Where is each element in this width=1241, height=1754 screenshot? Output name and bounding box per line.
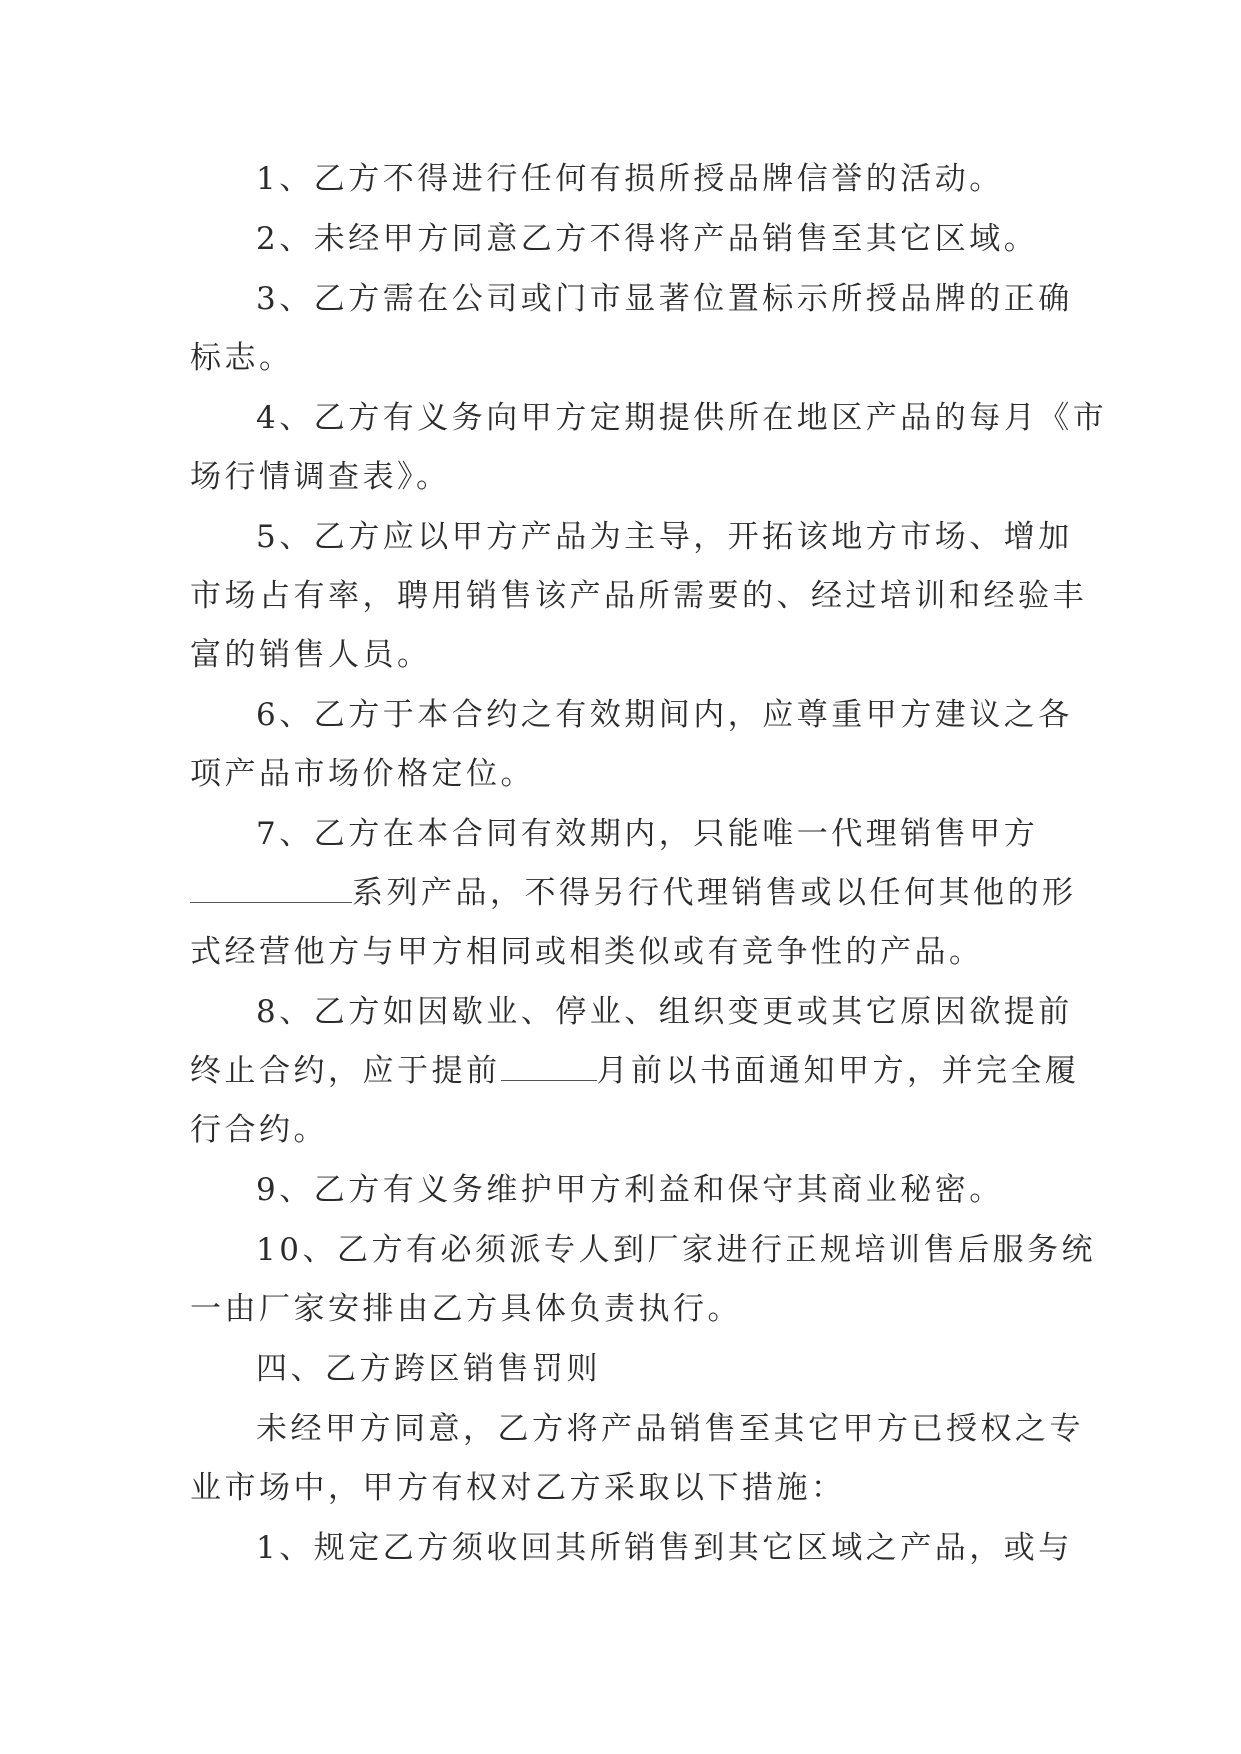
section-heading [190,1340,1054,1399]
clause-8 [190,983,1080,1160]
text-line: 场行情调查表》。 [190,459,451,495]
text-line: 四、乙方跨区销售罚则 [256,1351,601,1387]
text-line: 一由厂家安排由乙方具体负责执行。 [190,1291,742,1327]
clause-5 [190,508,1087,685]
fill-in-blank[interactable] [190,872,352,903]
clause-1 [190,150,1054,209]
text-fragment: 月前以书面通知甲方，并完全履 [596,1053,1080,1089]
fill-in-blank[interactable] [501,1050,597,1081]
text-fragment: 终止合约，应于提前 [190,1053,501,1089]
text-line: 标志。 [190,340,294,376]
text-line: 2、未经甲方同意乙方不得将产品销售至其它区域。 [256,221,1039,257]
text-line: 行合约。 [190,1112,328,1148]
clause-2 [190,210,1054,269]
clause-9 [190,1161,1054,1220]
document-body [190,150,1108,1579]
text-fragment: 系列产品，不得另行代理销售或以任何其他的形 [352,875,1077,911]
clause-10 [190,1221,1096,1339]
text-line: 9、乙方有义务维护甲方利益和保守其商业秘密。 [256,1172,1004,1208]
text-line: 8、乙方如因歇业、停业、组织变更或其它原因欲提前 [256,994,1073,1030]
clause-7 [190,805,1077,982]
text-line: 式经营他方与甲方相同或相类似或有竞争性的产品。 [190,934,984,970]
text-line: 5、乙方应以甲方产品为主导，开拓该地方市场、增加 [256,519,1073,555]
clause-6 [190,686,1073,804]
text-line [190,864,1077,923]
text-line: 4、乙方有义务向甲方定期提供所在地区产品的每月《市 [256,400,1108,436]
text-line: 业市场中，甲方有权对乙方采取以下措施： [190,1470,846,1506]
text-line: 6、乙方于本合约之有效期间内，应尊重甲方建议之各 [256,697,1073,733]
text-line: 10、乙方有必须派专人到厂家进行正规培训售后服务统 [256,1232,1096,1268]
text-line: 1、规定乙方须收回其所销售到其它区域之产品，或与 [256,1530,1073,1566]
section-intro [190,1400,1084,1518]
clause-4 [190,389,1108,507]
text-line [190,1042,1080,1101]
text-line: 3、乙方需在公司或门市显著位置标示所授品牌的正确 [256,281,1073,317]
clause-3 [190,270,1073,388]
text-line: 富的销售人员。 [190,637,432,673]
penalty-clause-1 [190,1519,1073,1578]
text-line: 项产品市场价格定位。 [190,756,535,792]
text-line: 7、乙方在本合同有效期内，只能唯一代理销售甲方 [256,816,1039,852]
text-line: 1、乙方不得进行任何有损所授品牌信誉的活动。 [256,161,1004,197]
text-line: 市场占有率，聘用销售该产品所需要的、经过培训和经验丰 [190,578,1087,614]
text-line: 未经甲方同意，乙方将产品销售至其它甲方已授权之专 [256,1411,1084,1447]
